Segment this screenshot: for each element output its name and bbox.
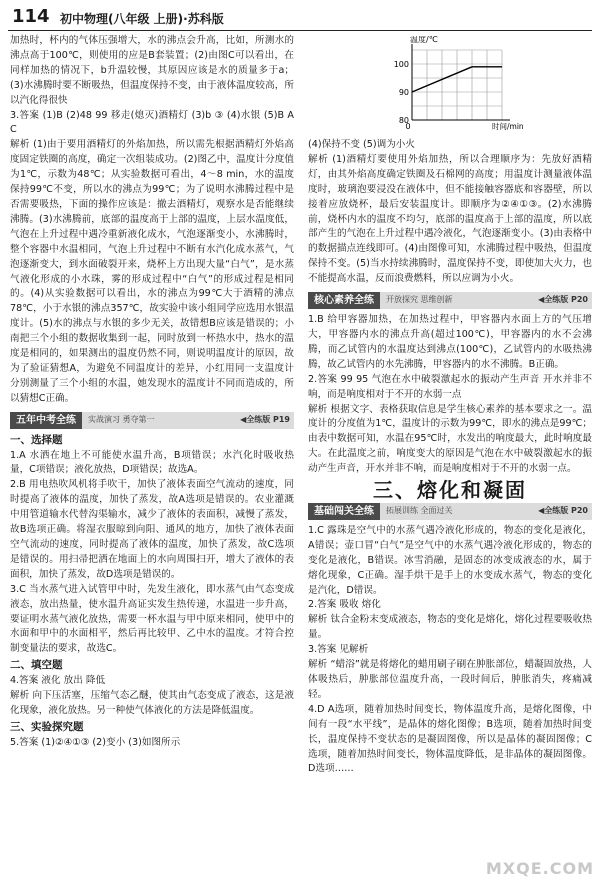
answer-item: 1.B 给甲容器加热，在加热过程中，甲容器内水面上方的气压增大，甲容器内水的沸点升高(超过100℃)，甲容器内的水不会沸腾，而乙试管内的水温度达到沸点(100℃)，乙试管内的水吸热沸腾，故乙试管内的水先沸腾，甲容器内的水不沸腾。B正确。 (308, 314, 592, 370)
paragraph: 加热时，杯内的气体压强增大，水的沸点会升高，比如，所测水的沸点高于100℃，则使用的应是B套装置；(2)由图C可以看出，在同样加热的情况下，b升温较慢，其原因应该是水的质量多于a；(3)水沸腾时要不断吸热，但温度保持不变，由于液体温度较高，所以汽化得很快 (10, 35, 294, 106)
section-banner (10, 412, 294, 429)
answer-item: 1.A 水洒在地上不可能使水温升高，B项错误；水汽化时吸收热量，C项错误；液化放热，D项错误；故选A。 (10, 449, 294, 476)
y-tick-label: 100 (393, 60, 409, 69)
banner-subtitle: 拓展训练 全面过关 (386, 505, 453, 515)
answer-line: 2.答案 99 95 气泡在水中破裂激起水的振动产生声音 开水并非不响，而是响度相对于不开的水弱一点 (308, 373, 592, 400)
page-header (8, 6, 592, 31)
section-banner (308, 292, 592, 309)
answer-item: 3.C 当水蒸气进入试管甲中时，先发生液化，即水蒸气由气态变成液态，放出热量，使水温升高证实发生热传递，水温进一步升高，要证明水蒸气液化放热，需要一杯水温与甲中原来相同，使甲中的水面和甲中的水面相平，然后再比较甲、乙中水的温度。才符合控制变量法的要求，故选C。 (10, 583, 294, 655)
x-axis-label: 时间/min (492, 122, 524, 131)
watermark: MXQE.COM (485, 859, 594, 878)
right-column (308, 34, 592, 777)
answer-line: (4)保持不变 (5)调为小火 (308, 139, 415, 150)
answer-line: 2.答案 吸收 熔化 (308, 599, 381, 611)
page-number: 114 (12, 6, 50, 27)
banner-tag: 核心素养全练 (308, 292, 380, 309)
banner-subtitle: 开放探究 思维创新 (386, 295, 453, 305)
left-column (10, 34, 294, 751)
answer-line: 5.答案 (1)②④①③ (2)变小 (3)如图所示 (10, 736, 181, 748)
analysis: 解析 (1)由于要用酒精灯的外焰加热，所以需先根据酒精灯外焰高度固定铁圈的高度，确定一次组装成功。(2)图乙中，温度计分度值为1℃，示数为48℃；从实验数据可看出，4～8 min，水的温度保持99℃不变，所以水的沸点为99℃；为了说明水沸腾过程中是否需要吸热，下面的操作应该是：撤去酒精灯，观察水是否能继续沸腾。(3)水沸腾前，底部的温度高于上部的温度，上层水温度低，气泡在上升过程中遇冷重新液化成水，气泡逐渐变小，水沸腾时，整个容器中水温相同，气泡上升过程中不断有水汽化成水蒸气，气泡逐渐变大，到水面破裂开来，烧杯上方出现大量“白气”，是水蒸气液化形成的小水珠，雾的形成过程中“白气”的形成过程是相同的。(4)从实验数据可以看出，水的沸点为99℃大于酒精的沸点78℃，小于水银的沸点357℃，故实验中该小组同学应选用水银温度计。(5)水的沸点与水银的多少无关，故错想B应该是错误的；小南把三个小组的数据收集到一起，同时放到一杯热水中，热水的温度是相同的，如果测出的温度仍然不同，则说明温度计的原因，故为了验证猜想A，为避免不同温度计的差异，小红用同一支温度计分别测量了三个小组的水温，她发现水的温度计不同而造成的，所以猜想C正确。 (10, 139, 294, 404)
analysis: 解析 (1)酒精灯要使用外焰加热，所以合理顺序为：先放好酒精灯，由其外焰高度确定铁圈及石棉网的高度；用温度计测量液体温度时，玻璃泡要浸没在液体中，但不能接触容器底和容器壁，所以接着应放烧杯，最后安装温度计。即顺序为②④①③。(2)水沸腾前，烧杯内水的温度不均匀，底部的温度高于上部的温度，所以底部产生的气泡在上升过程中遇冷液化，气泡逐渐变小。(3)由表格中的数据描点连线即可。(4)由图像可知，水沸腾过程中吸热，但温度保持不变。(5)当水持续沸腾时，温度保持不变，即使加大火力，也不能提高水温，反而浪费燃料，所以应调为小火。 (308, 153, 592, 285)
y-axis-label: 温度/℃ (410, 36, 438, 44)
chapter-title: 三、熔化和凝固 (373, 478, 527, 503)
answer-line: 3.答案 见解析 (308, 644, 369, 656)
banner-page-ref: ◀全练版 P19 (240, 414, 290, 424)
banner-subtitle: 实战演习 勇夺第一 (88, 414, 155, 424)
y-tick-label: 80 (398, 116, 409, 125)
answer-item: 2.B 用电热吹风机将手吹干，加快了液体表面空气流动的速度，同时提高了液体的温度，加快了蒸发，故A选项是错误的。农业灌溉中用管道输水代替沟渠输水，减少了液体的表面积，减慢了蒸发，故B选项正确。将湿衣服晾到向阳、通风的地方，加快了液体表面空气流动的速度，同时提高了液体的温度，加快了蒸发，故C选项是错误的。用扫帚把洒在地面上的水向周围扫开，增大了液体的表面积，加快了蒸发，故D选项是错误的。 (10, 479, 294, 580)
answer-line: 3.答案 (1)B (2)48 99 移走(熄灭)酒精灯 (3)b ③ (4)水银 (5)B A C (10, 109, 294, 136)
section-heading: 三、实验探究题 (10, 720, 84, 733)
banner-tag: 基础闯关全练 (308, 503, 380, 520)
y-tick-label: 90 (398, 88, 409, 97)
answer-item: 1.C 露珠是空气中的水蒸气遇冷液化形成的，物态的变化是液化，A错误；壶口冒“白气”是空气中的水蒸气遇冷液化形成的，物态的变化是液化，B错误。冰雪消融，是固态的冰变成液态的水，属于熔化现象，C正确。湿手烘干是手上的水变成水蒸气，物态的变化是汽化，D错误。 (308, 524, 592, 596)
section-banner (308, 503, 592, 520)
banner-page-ref: ◀全练版 P20 (538, 295, 588, 305)
analysis: 解析 向下压活塞，压缩气态乙醚，使其由气态变成了液态，这是液化现象，液化放热。另一种使气体液化的方法是降低温度。 (10, 690, 294, 716)
section-heading: 一、选择题 (10, 433, 63, 446)
answer-line: 4.答案 液化 放出 降低 (10, 675, 106, 687)
section-heading: 二、填空题 (10, 659, 63, 672)
x-tick-label: 0 (405, 122, 411, 131)
analysis: 解析 “蜡浴”就是将熔化的蜡用刷子刷在肿胀部位，蜡凝固放热，人体吸热后，肿胀部位温度升高，一段时间后，肿胀消失，疼痛减轻。 (308, 659, 592, 700)
analysis: 解析 根据文字、表格获取信息是学生核心素养的基本要求之一。温度计的分度值为1℃，温度计的示数为99℃，即水的沸点是99℃；由表中数据可知，水温在95℃时，水发出的响度最大，此时响度最大。在此温度之前，响度变大的原因是气泡在水中破裂激起水的振动产生声音，开水并非不响，而是响度相对于不开的水弱一点。 (308, 403, 592, 475)
book-title: 初中物理(八年级 上册)·苏科版 (60, 12, 224, 26)
banner-tag: 五年中考全练 (10, 412, 82, 429)
temperature-chart (388, 36, 528, 134)
answer-item: 4.D A选项，随着加热时间变长，物体温度升高，是熔化图像，中间有一段“水平线”，是晶体的熔化图像；B选项，随着加热时间变长，温度保持不变状态的是凝固图像，所以是晶体的凝固图像；C选项，随着加热时间变长，物体温度降低，是非晶体的凝固图像。D选项…… (308, 703, 592, 775)
analysis: 解析 钛合金粉末变成液态，物态的变化是熔化，熔化过程要吸收热量。 (308, 614, 592, 641)
banner-page-ref: ◀全练版 P20 (538, 505, 588, 515)
